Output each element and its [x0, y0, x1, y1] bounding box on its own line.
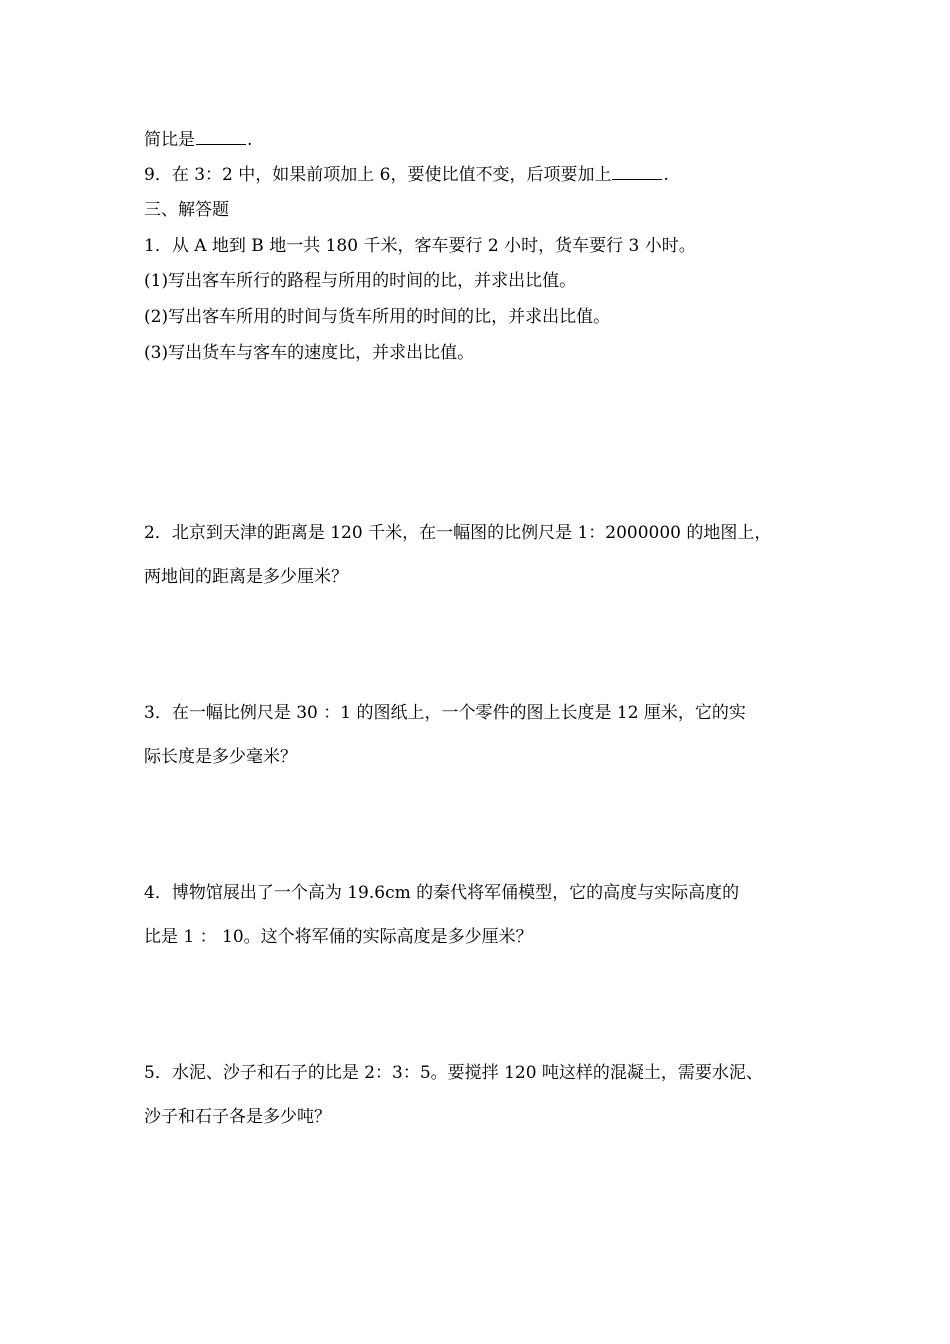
question-4-line-2: 比是 1 ： 10。这个将军俑的实际高度是多少厘米？: [144, 927, 533, 947]
question-4-line-1: 4．博物馆展出了一个高为 19.6cm 的秦代将军俑模型，它的高度与实际高度的: [144, 883, 740, 903]
question-2-line-2: 两地间的距离是多少厘米？: [144, 567, 348, 587]
q8-end: .: [247, 130, 253, 150]
question-2-line-1: 2．北京到天津的距离是 120 千米，在一幅图的比例尺是 1：2000000 的地图上，: [144, 523, 772, 543]
q8-continuation: [144, 128, 252, 152]
question-3-line-1: 3．在一幅比例尺是 30 ：1 的图纸上，一个零件的图上长度是 12 厘米，它的实: [144, 703, 746, 723]
question-1-line-2: (1)写出客车所行的路程与所用的时间的比，并求出比值。: [144, 271, 577, 291]
answer-blank: [196, 128, 246, 145]
question-3-line-2: 际长度是多少毫米？: [144, 747, 297, 767]
question-5-line-1: 5．水泥、沙子和石子的比是 2：3：5。要搅拌 120 吨这样的混凝土，需要水泥、: [144, 1063, 763, 1083]
question-1-line-1: 1．从 A 地到 B 地一共 180 千米，客车要行 2 小时，货车要行 3 小时。: [144, 236, 696, 256]
answer-blank: [612, 163, 662, 180]
q8-text: 简比是: [144, 130, 195, 150]
q9-text: 9．在 3：2 中，如果前项加上 6，要使比值不变，后项要加上: [144, 165, 612, 185]
question-5-line-2: 沙子和石子各是多少吨？: [144, 1107, 331, 1127]
question-1-line-3: (2)写出客车所用的时间与货车所用的时间的比，并求出比值。: [144, 307, 611, 327]
question-9: [144, 163, 669, 187]
section-heading: 三、解答题: [144, 200, 229, 220]
q9-end: .: [663, 165, 669, 185]
question-1-line-4: (3)写出货车与客车的速度比，并求出比值。: [144, 343, 475, 363]
